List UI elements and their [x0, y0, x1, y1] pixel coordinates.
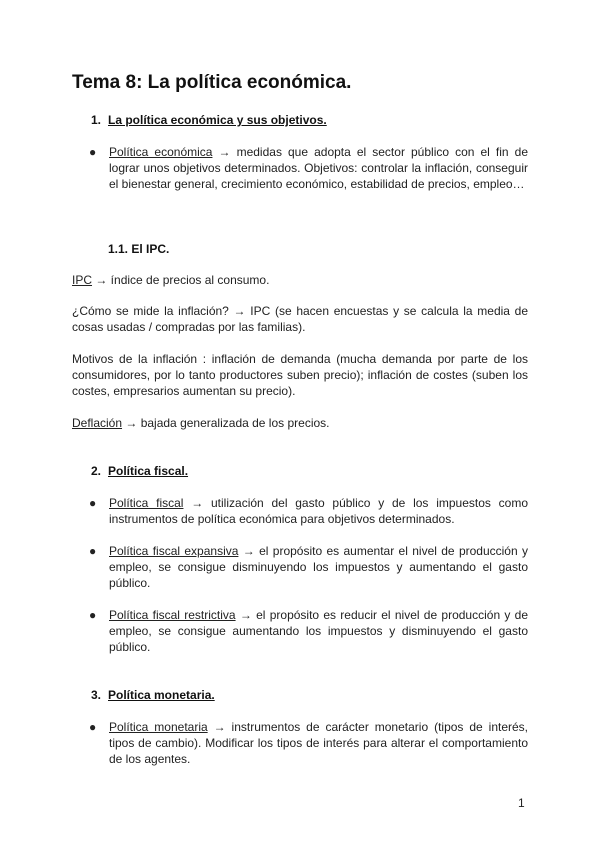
definition: → el propósito es reducir el nivel de producción y de empleo, se consigue aumentando los impuestos y disminuyendo el gasto público. [109, 608, 529, 654]
paragraph-motivos: Motivos de la inflación : inflación de demanda (mucha demanda por parte de los consumidores, por lo tanto productores suben precio); inflación de costes (suben los costes, empresarios aumentan su precio). [72, 352, 528, 398]
section-2-heading [91, 464, 188, 478]
section-title: Política fiscal. [108, 464, 189, 478]
list-item [89, 607, 528, 655]
section-number: 2. [91, 464, 102, 478]
bullet-icon: ● [89, 496, 97, 510]
section-number: 1. [91, 113, 102, 127]
bullet-icon: ● [89, 608, 97, 622]
term: Política fiscal restrictiva [109, 608, 236, 622]
term: Política monetaria [109, 720, 208, 734]
section-number: 3. [91, 688, 102, 702]
definition: → instrumentos de carácter monetario (tipos de interés, tipos de cambio). Modificar los tipos de interés para alterar el comportamiento de los agentes. [109, 720, 528, 766]
definition: → bajada generalizada de los precios. [122, 416, 330, 430]
subsection-1-1-heading: 1.1. El IPC. [108, 242, 170, 256]
section-3-heading [91, 688, 215, 702]
paragraph-question: ¿Cómo se mide la inflación? → IPC (se hacen encuestas y se calcula la media de cosas usadas / compradas por las familias). [72, 304, 528, 334]
definition: → medidas que adopta el sector público con el fin de lograr unos objetivos determinados. Objetivos: controlar la inflación, conseguir el bienestar general, crecimiento económico, estabilidad de precios, empleo… [109, 145, 528, 191]
term: Política fiscal [109, 496, 184, 510]
paragraph-ipc [72, 272, 528, 288]
section-title: La política económica y sus objetivos. [108, 113, 327, 127]
term: IPC [72, 273, 93, 287]
term: Política fiscal expansiva [109, 544, 239, 558]
list-item [89, 495, 528, 527]
bullet-icon: ● [89, 544, 97, 558]
term: Política económica [109, 145, 213, 159]
bullet-icon: ● [89, 720, 97, 734]
page-title: Tema 8: La política económica. [72, 72, 352, 93]
definition: → índice de precios al consumo. [92, 273, 270, 287]
list-item [89, 144, 528, 192]
list-item [89, 543, 528, 591]
bullet-icon: ● [89, 145, 97, 159]
definition: → utilización del gasto público y de los impuestos como instrumentos de política económica para objetivos determinados. [109, 496, 528, 526]
page-number: 1 [518, 796, 525, 810]
section-title: Política monetaria. [108, 688, 215, 702]
section-1-heading [91, 113, 327, 127]
definition: → el propósito es aumentar el nivel de producción y empleo, se consigue disminuyendo los impuestos y aumentando el gasto público. [109, 544, 528, 590]
paragraph-deflacion [72, 415, 528, 431]
term: Deflación [72, 416, 123, 430]
list-item [89, 719, 528, 767]
